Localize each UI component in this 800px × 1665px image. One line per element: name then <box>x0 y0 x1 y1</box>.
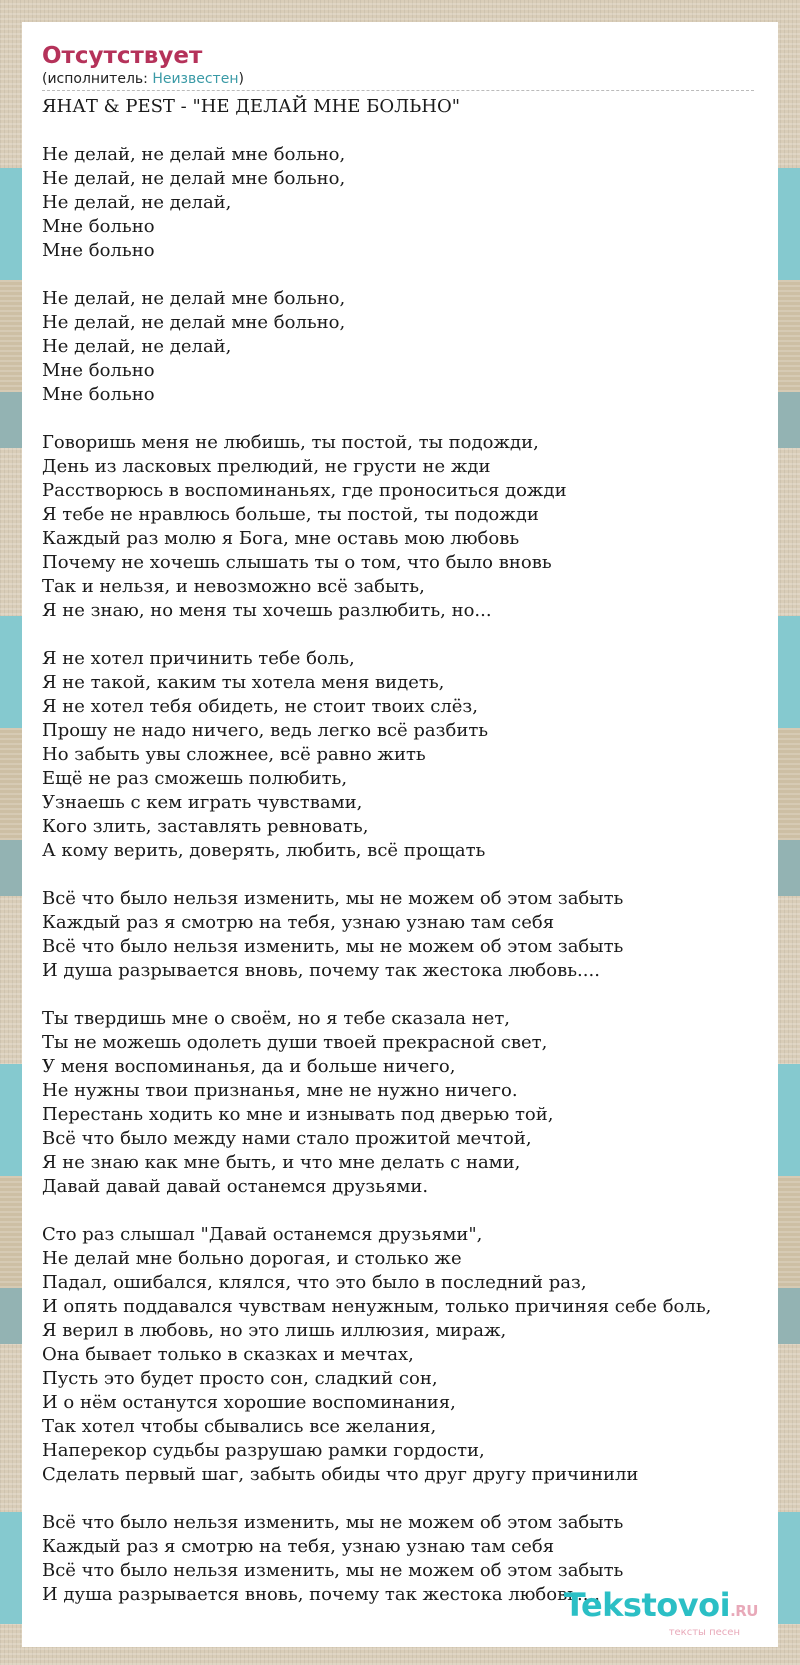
logo-name: Tekstovoi <box>563 1586 731 1624</box>
lyrics-card <box>22 22 778 1647</box>
site-logo[interactable] <box>563 1586 758 1639</box>
song-title: Отсутствует <box>42 43 203 69</box>
logo-tagline: тексты песен <box>668 1627 740 1638</box>
artist-link[interactable]: Неизвестен <box>152 71 239 87</box>
logo-tld: .RU <box>730 1602 758 1620</box>
logo-wordmark <box>563 1586 758 1627</box>
lyrics-text: ЯНАТ & PEST - "НЕ ДЕЛАЙ МНЕ БОЛЬНО" Не делай, не делай мне больно, Не делай, не делай мне больно, Не делай, не делай, Мне больно Мне больно Не делай, не делай мне больно, Не делай, не делай мне больно, Не делай, не делай, Мне больно Мне больно Говоришь меня не любишь, ты постой, ты подожди, День из ласковых прелюдий, не грусти не жди Расстворюсь в воспоминаньях, где проноситься дожди Я тебе не нравлюсь больше, ты постой, ты подожди Каждый раз молю я Бога, мне оставь мою любовь Почему не хочешь слышать ты о том, что было вновь Так и нельзя, и невозможно всё забыть, Я не знаю, но меня ты хочешь разлюбить, но... Я не хотел причинить тебе боль, Я не такой, каким ты хотела меня видеть, Я не хотел тебя обидеть, не стоит твоих слёз, Прошу не надо ничего, ведь легко всё разбить Но забыть увы сложнее, всё равно жить Ещё не раз сможешь полюбить, Узнаешь с кем играть чувствами, Кого злить, заставлять ревновать, А кому верить, доверять, любить, всё прощать Всё что было нельзя изменить, мы не можем об этом забыть Каждый раз я смотрю на тебя, узнаю узнаю там себя Всё что было нельзя изменить, мы не можем об этом забыть И душа разрывается вновь, почему так жестока любовь.... Ты твердишь мне о своём, но я тебе сказала нет, Ты не можешь одолеть души твоей прекрасной свет, У меня воспоминанья, да и больше ничего, Не нужны твои признанья, мне не нужно ничего. Перестань ходить ко мне и изнывать под дверью той, Всё что было между нами стало прожитой мечтой, Я не знаю как мне быть, и что мне делать с нами, Давай давай давай останемся друзьями. Сто раз слышал "Давай останемся друзьями", Не делай мне больно дорогая, и столько же Падал, ошибался, клялся, что это было в последний раз, И опять поддавался чувствам ненужным, только причиняя себе боль, Я верил в любовь, но это лишь иллюзия, мираж, Она бывает только в сказках и мечтах, Пусть это будет просто сон, сладкий сон, И о нём останутся хорошие воспоминания, Так хотел чтобы сбывались все желания, Наперекор судьбы разрушаю рамки гордости, Сделать первый шаг, забыть обиды что друг другу причинили Всё что было нельзя изменить, мы не можем об этом забыть Каждый раз я смотрю на тебя, узнаю узнаю там себя Всё что было нельзя изменить, мы не можем об этом забыть И душа разрывается вновь, почему так жестока любовь.... <box>42 96 712 1605</box>
artist-line <box>42 70 754 91</box>
artist-prefix: (исполнитель: <box>42 71 153 87</box>
artist-suffix: ) <box>238 71 244 87</box>
